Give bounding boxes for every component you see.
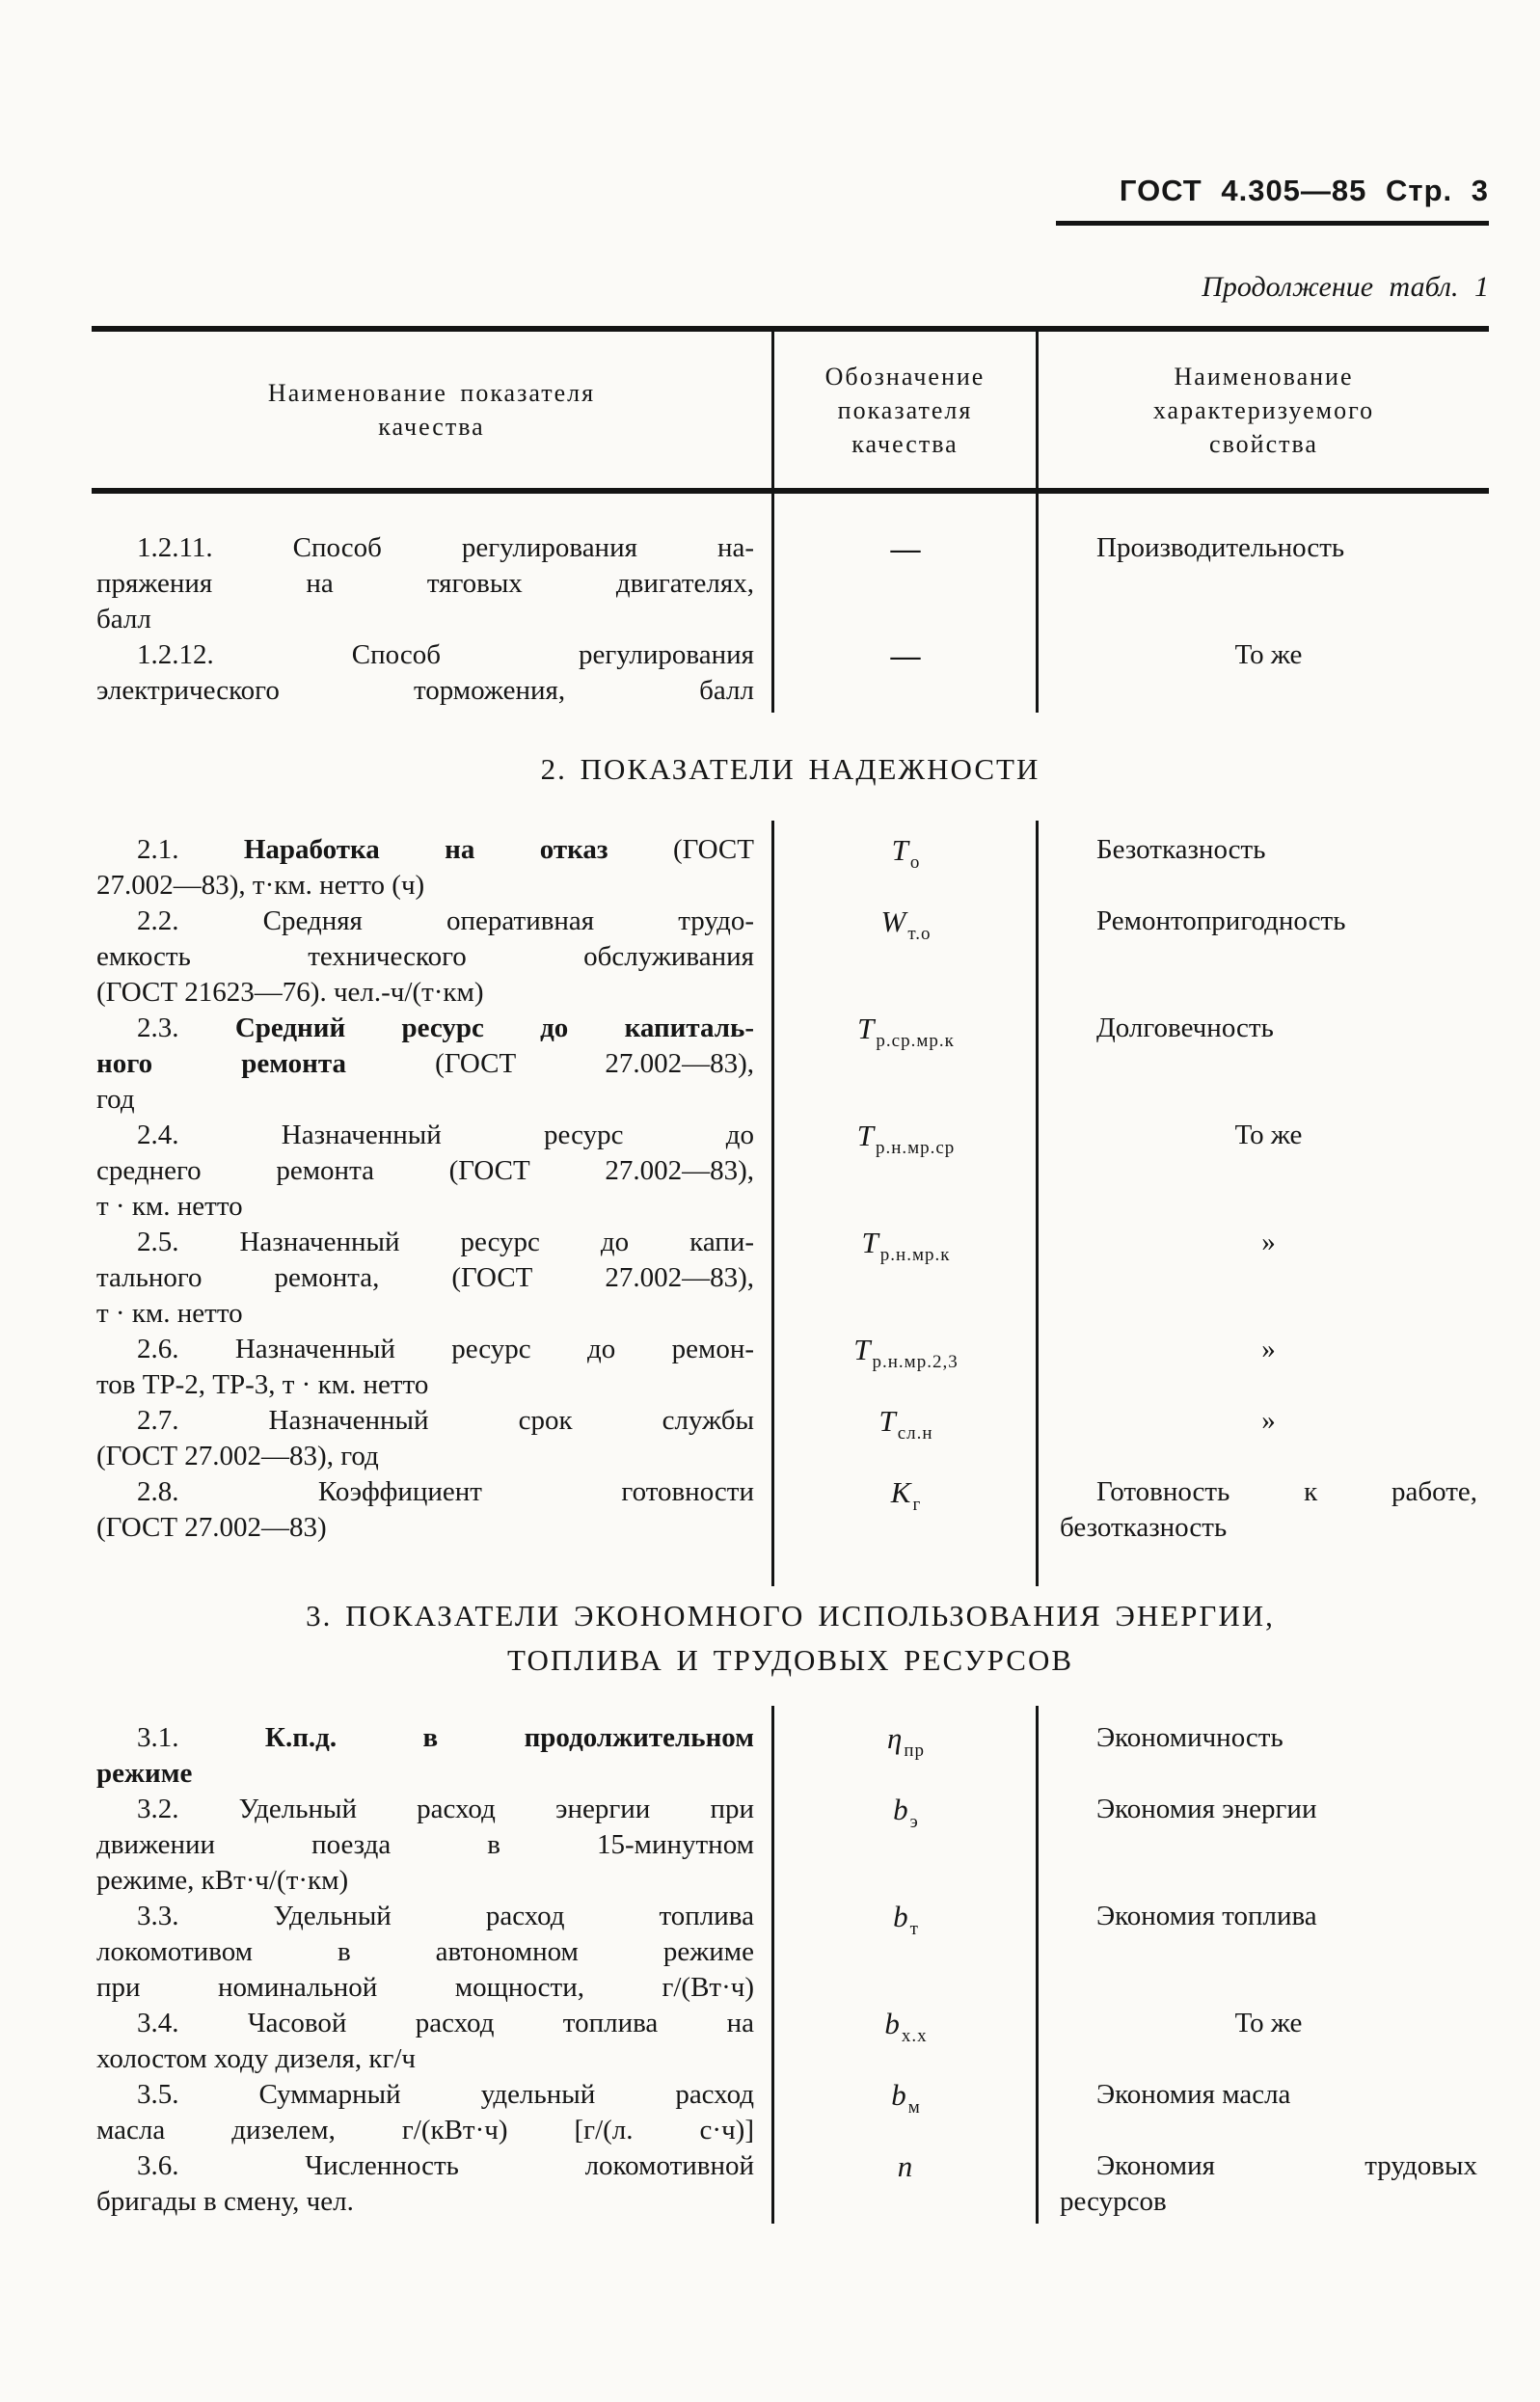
bold-text: ного ремонта [96, 1048, 346, 1079]
section-heading-3 [92, 1594, 1489, 1683]
indicator-name-text-line [96, 1260, 754, 1296]
text: 2.6. Назначенный ресурс до ремон- [137, 1334, 754, 1364]
bold-text: К.п.д. в продолжительном [264, 1722, 755, 1753]
property-text-line [1060, 1720, 1477, 1756]
indicator-name-text-line [96, 2148, 754, 2184]
property-text-line [1060, 1899, 1477, 1934]
bold-text: Средний ресурс до капиталь- [234, 1012, 755, 1043]
symbol-subscript: р.н.мр.ср [875, 1138, 956, 1158]
text: емкость технического обслуживания [96, 941, 754, 972]
indicator-name-text-line [96, 1189, 754, 1225]
header-line: Наименование [1174, 362, 1354, 391]
text: 3.4. Часовой расход топлива на [137, 2008, 754, 2038]
symbol-subscript: г [912, 1495, 922, 1515]
text: (ГОСТ 21623—76). чел.-ч/(т·км) [96, 977, 484, 1008]
text: Экономия топлива [1096, 1901, 1317, 1931]
property-text-line [1060, 904, 1477, 939]
property-text-line [1060, 2148, 1477, 2184]
no-symbol-dash: — [890, 638, 920, 672]
running-head-rule [1056, 221, 1489, 226]
text: » [1261, 1334, 1276, 1364]
property-text-line [1060, 1474, 1477, 1510]
indicator-name-cell [92, 2077, 771, 2148]
text: среднего ремонта (ГОСТ 27.002—83), [96, 1155, 754, 1186]
text: Долговечность [1096, 1012, 1274, 1043]
indicator-name-text-line [96, 939, 754, 975]
text: Экономия трудовых [1096, 2150, 1477, 2181]
property-cell [1039, 1899, 1489, 2006]
symbol-subscript: т.о [907, 924, 932, 944]
indicator-name-text-line [96, 1082, 754, 1118]
indicator-name-cell [92, 821, 771, 904]
quality-symbol [774, 832, 1036, 873]
header-line: качества [378, 413, 485, 441]
text: 2.5. Назначенный ресурс до капи- [137, 1227, 754, 1257]
text: при номинальной мощности, г/(Вт·ч) [96, 1972, 754, 2003]
indicator-name-text-line [96, 868, 754, 904]
indicator-name-text-line [96, 2184, 754, 2220]
text: 2.2. Средняя оперативная трудо- [137, 905, 754, 936]
indicator-name-text-line [96, 1118, 754, 1153]
property-text-line [1060, 1792, 1477, 1827]
section-heading-2 [92, 747, 1489, 792]
text: пряжения на тяговых двигателях, [96, 568, 754, 599]
text: 3.3. Удельный расход топлива [137, 1901, 754, 1931]
section-heading-line: 2. ПОКАЗАТЕЛИ НАДЕЖНОСТИ [540, 752, 1040, 786]
symbol-subscript: т [909, 1919, 919, 1939]
header-line: качества [851, 429, 959, 458]
symbol-letter: T [878, 1404, 896, 1438]
text: Производительность [1096, 532, 1345, 563]
indicator-name-cell [92, 1403, 771, 1474]
symbol-letter: η [886, 1721, 903, 1755]
header-line: Обозначение [824, 362, 986, 391]
property-cell [1039, 821, 1489, 904]
text: т · км. нетто [96, 1191, 243, 1222]
text: (ГОСТ 27.002—83), год [96, 1441, 379, 1471]
text: Экономия энергии [1096, 1794, 1317, 1824]
indicator-name-text-line [96, 1011, 754, 1046]
table-section-2 [92, 821, 1489, 1586]
symbol-cell [771, 1474, 1039, 1586]
text: То же [1234, 2008, 1303, 2038]
text: (ГОСТ [608, 834, 754, 865]
header-cell-3 [1039, 332, 1489, 488]
quality-symbol [774, 1332, 1036, 1372]
text: бригады в смену, чел. [96, 2186, 354, 2217]
symbol-subscript: р.н.мр.к [879, 1245, 951, 1265]
indicator-name-text-line [96, 904, 754, 939]
indicator-name-text-line [96, 1153, 754, 1189]
property-text-line [1060, 1118, 1477, 1153]
indicator-name-text-line [96, 2077, 754, 2113]
property-cell [1039, 637, 1489, 713]
text: 2.8. Коэффициент готовности [137, 1476, 754, 1507]
text: (ГОСТ 27.002—83), [345, 1048, 754, 1079]
indicator-name-cell [92, 1011, 771, 1118]
section-heading-line: 3. ПОКАЗАТЕЛИ ЭКОНОМНОГО ИСПОЛЬЗОВАНИЯ ЭНЕРГИИ, [306, 1599, 1275, 1633]
indicator-name-cell [92, 637, 771, 713]
quality-symbol [774, 1899, 1036, 1939]
table-section-1 [92, 494, 1489, 713]
text: Экономичность [1096, 1722, 1283, 1753]
symbol-letter: n [897, 2149, 913, 2183]
symbol-cell [771, 494, 1039, 637]
no-symbol-dash: — [890, 531, 920, 565]
text: год [96, 1084, 135, 1115]
indicator-name-cell [92, 494, 771, 637]
quality-symbol [774, 904, 1036, 944]
indicator-name-text-line [96, 2113, 754, 2148]
property-cell [1039, 1792, 1489, 1899]
table-body [92, 494, 1489, 2224]
property-text-line [1060, 1011, 1477, 1046]
property-text-line [1060, 1225, 1477, 1260]
quality-symbol [774, 1720, 1036, 1761]
text: 3.2. Удельный расход энергии при [137, 1794, 754, 1824]
indicator-name-text-line [96, 566, 754, 602]
quality-symbol [774, 1118, 1036, 1158]
bold-text: Наработка на отказ [243, 834, 608, 865]
indicator-name-text-line [96, 1863, 754, 1899]
indicator-name-text-line [96, 1046, 754, 1082]
symbol-cell [771, 1118, 1039, 1225]
indicator-name-text-line [96, 2041, 754, 2077]
text: Безотказность [1096, 834, 1266, 865]
symbol-letter: b [891, 2078, 906, 2112]
property-cell [1039, 1403, 1489, 1474]
property-text-line [1060, 1332, 1477, 1367]
indicator-name-text-line [96, 1792, 754, 1827]
text: 1.2.12. Способ регулирования [137, 639, 754, 670]
text: движении поезда в 15-минутном [96, 1829, 754, 1860]
header-line: характеризуемого [1152, 395, 1375, 424]
property-text-line [1060, 2006, 1477, 2041]
symbol-cell [771, 1403, 1039, 1474]
text: 3.6. Численность локомотивной [137, 2150, 754, 2181]
header-line: свойства [1209, 429, 1318, 458]
indicator-name-cell [92, 1332, 771, 1403]
indicator-name-text-line [96, 1403, 754, 1439]
indicator-name-cell [92, 1118, 771, 1225]
indicator-name-cell [92, 1225, 771, 1332]
symbol-subscript: э [909, 1812, 919, 1832]
symbol-cell [771, 2006, 1039, 2077]
text: 3.1. [137, 1722, 265, 1753]
text: 2.1. [137, 834, 244, 865]
quality-symbol [774, 2006, 1036, 2046]
property-cell [1039, 2077, 1489, 2148]
text: Ремонтопригодность [1096, 905, 1346, 936]
symbol-subscript: х.х [901, 2026, 928, 2046]
indicator-name-text-line [96, 1934, 754, 1970]
text: Экономия масла [1096, 2079, 1291, 2110]
text: То же [1234, 639, 1303, 670]
symbol-letter: T [891, 833, 908, 867]
indicator-name-cell [92, 1899, 771, 2006]
quality-symbol [774, 1403, 1036, 1444]
text: балл [96, 604, 151, 634]
text: т · км. нетто [96, 1298, 243, 1329]
indicator-name-text-line [96, 530, 754, 566]
indicator-name-text-line [96, 1367, 754, 1403]
property-cell [1039, 1225, 1489, 1332]
text: тов ТР-2, ТР-3, т · км. нетто [96, 1369, 429, 1400]
symbol-letter: b [893, 1793, 908, 1826]
symbol-letter: b [884, 2007, 900, 2040]
text: электрического торможения, балл [96, 675, 754, 706]
text: 27.002—83), т·км. нетто (ч) [96, 870, 425, 901]
symbol-subscript: сл.н [897, 1423, 933, 1444]
text: 2.3. [137, 1012, 235, 1043]
property-cell [1039, 1706, 1489, 1792]
running-head: ГОСТ 4.305—85 Стр. 3 [1119, 174, 1489, 207]
property-cell [1039, 2148, 1489, 2224]
text: 2.4. Назначенный ресурс до [137, 1120, 754, 1150]
property-text-line [1060, 832, 1477, 868]
symbol-letter: K [890, 1475, 911, 1509]
indicator-name-text-line [96, 1296, 754, 1332]
table-caption: Продолжение табл. 1 [1202, 271, 1489, 303]
indicator-name-cell [92, 1474, 771, 1586]
text: режиме, кВт·ч/(т·км) [96, 1865, 349, 1896]
indicator-name-text-line [96, 637, 754, 673]
indicator-name-text-line [96, 1899, 754, 1934]
text: 3.5. Суммарный удельный расход [137, 2079, 754, 2110]
property-text-line [1060, 1510, 1477, 1546]
symbol-cell [771, 1899, 1039, 2006]
quality-symbol [774, 1225, 1036, 1265]
indicator-name-text-line [96, 1474, 754, 1510]
symbol-cell [771, 1011, 1039, 1118]
symbol-subscript: р.н.мр.2,3 [872, 1352, 959, 1372]
symbol-letter: T [853, 1333, 871, 1366]
text: локомотивом в автономном режиме [96, 1936, 754, 1967]
property-cell [1039, 1011, 1489, 1118]
quality-symbol [774, 2148, 1036, 2184]
symbol-cell [771, 637, 1039, 713]
property-text-line [1060, 2077, 1477, 2113]
symbol-cell [771, 2077, 1039, 2148]
indicator-name-text-line [96, 975, 754, 1011]
indicator-name-text-line [96, 1756, 754, 1792]
text: 2.7. Назначенный срок службы [137, 1405, 754, 1436]
indicator-name-text-line [96, 602, 754, 637]
bold-text: режиме [96, 1758, 193, 1789]
quality-indicators-table [92, 326, 1489, 2224]
property-cell [1039, 904, 1489, 1011]
symbol-cell [771, 2148, 1039, 2224]
property-text-line [1060, 2184, 1477, 2220]
text: То же [1234, 1120, 1303, 1150]
text: безотказность [1060, 1512, 1228, 1543]
symbol-subscript: о [909, 852, 921, 873]
indicator-name-text-line [96, 1720, 754, 1756]
text: масла дизелем, г/(кВт·ч) [г/(л. с·ч)] [96, 2115, 754, 2146]
text: » [1261, 1405, 1276, 1436]
quality-symbol [774, 1011, 1036, 1051]
header-line: показателя [837, 395, 973, 424]
text: » [1261, 1227, 1276, 1257]
quality-symbol [774, 2077, 1036, 2118]
table-section-3 [92, 1706, 1489, 2224]
property-cell [1039, 2006, 1489, 2077]
symbol-letter: T [857, 1012, 875, 1045]
property-cell [1039, 1118, 1489, 1225]
indicator-name-text-line [96, 2006, 754, 2041]
indicator-name-cell [92, 2148, 771, 2224]
symbol-cell [771, 1792, 1039, 1899]
symbol-subscript: р.ср.мр.к [876, 1031, 955, 1051]
symbol-letter: b [893, 1900, 908, 1933]
indicator-name-text-line [96, 1439, 754, 1474]
indicator-name-text-line [96, 673, 754, 709]
text: 1.2.11. Способ регулирования на- [137, 532, 754, 563]
property-text-line [1060, 637, 1477, 673]
symbol-letter: T [856, 1119, 874, 1152]
indicator-name-cell [92, 1706, 771, 1792]
symbol-letter: W [880, 904, 906, 938]
text: тального ремонта, (ГОСТ 27.002—83), [96, 1262, 754, 1293]
property-text-line [1060, 530, 1477, 566]
property-cell [1039, 494, 1489, 637]
symbol-letter: T [861, 1226, 878, 1259]
symbol-cell [771, 821, 1039, 904]
indicator-name-text-line [96, 1510, 754, 1546]
symbol-cell [771, 1706, 1039, 1792]
text: ресурсов [1060, 2186, 1167, 2217]
quality-symbol [774, 1792, 1036, 1832]
indicator-name-text-line [96, 1970, 754, 2006]
header-cell-1 [92, 332, 771, 488]
quality-symbol [774, 1474, 1036, 1515]
header-cell-2 [771, 332, 1039, 488]
symbol-subscript: пр [904, 1741, 926, 1761]
section-heading-line: ТОПЛИВА И ТРУДОВЫХ РЕСУРСОВ [506, 1643, 1074, 1677]
table-header-row [92, 332, 1489, 488]
indicator-name-text-line [96, 1827, 754, 1863]
text: холостом ходу дизеля, кг/ч [96, 2043, 417, 2074]
header-line: Наименование показателя [267, 379, 596, 407]
symbol-cell [771, 904, 1039, 1011]
indicator-name-text-line [96, 1332, 754, 1367]
indicator-name-text-line [96, 832, 754, 868]
property-cell [1039, 1474, 1489, 1586]
text: (ГОСТ 27.002—83) [96, 1512, 327, 1543]
symbol-subscript: м [907, 2097, 921, 2118]
symbol-cell [771, 1225, 1039, 1332]
symbol-cell [771, 1332, 1039, 1403]
text: Готовность к работе, [1096, 1476, 1477, 1507]
indicator-name-text-line [96, 1225, 754, 1260]
indicator-name-cell [92, 1792, 771, 1899]
indicator-name-cell [92, 2006, 771, 2077]
indicator-name-cell [92, 904, 771, 1011]
property-text-line [1060, 1403, 1477, 1439]
property-cell [1039, 1332, 1489, 1403]
